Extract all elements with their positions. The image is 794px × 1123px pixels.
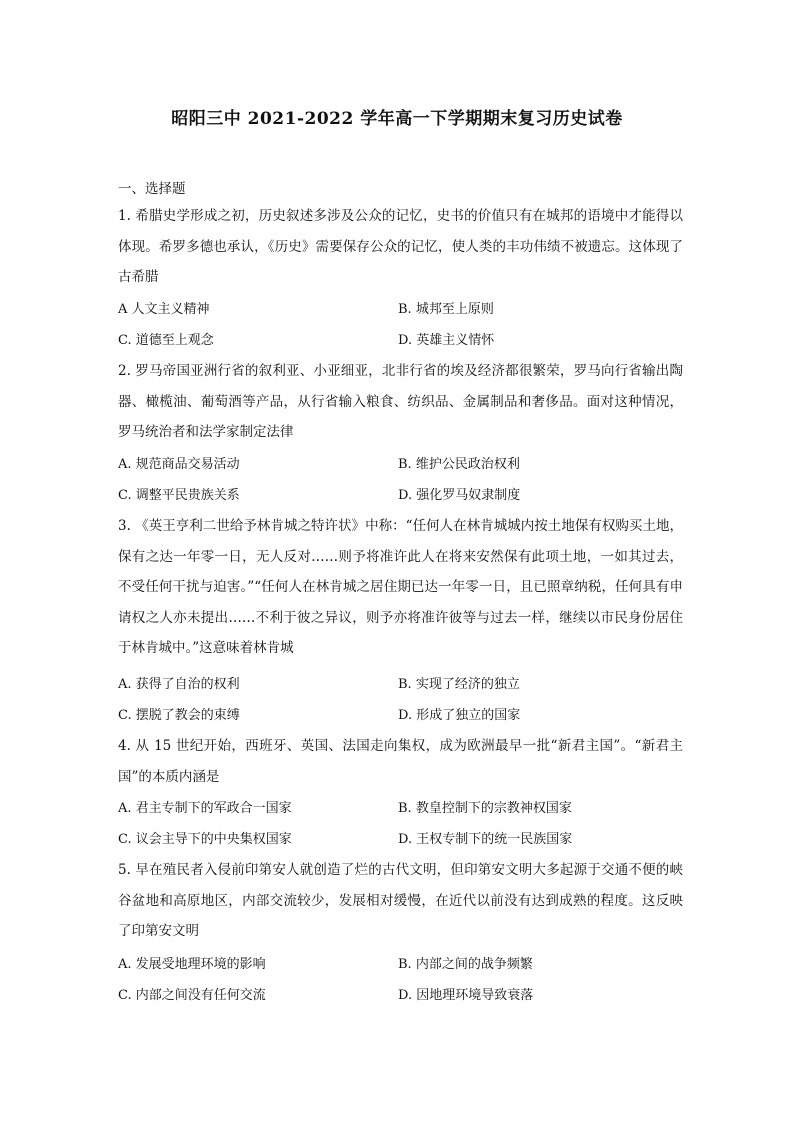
question-1-stem: 1. 希腊史学形成之初，历史叙述多涉及公众的记忆，史书的价值只有在城邦的语境中才能得以体现。希罗多德也承认，《历史》需要保存公众的记忆，使人类的丰功伟绩不被遗忘。这体现了古希腊: [118, 208, 683, 285]
question-4-option-d: D. 王权专制下的统一民族国家: [398, 832, 573, 847]
question-2-option-c: C. 调整平民贵族关系: [118, 488, 240, 503]
question-1-option-d: D. 英雄主义情怀: [398, 333, 495, 348]
question-4-option-c: C. 议会主导下的中央集权国家: [118, 832, 292, 847]
question-5-option-d: D. 因地理环境导致衰落: [398, 988, 534, 1003]
question-2-option-d: D. 强化罗马奴隶制度: [398, 488, 521, 503]
question-3-option-b: B. 实现了经济的独立: [398, 677, 520, 692]
question-1-option-a: A 人文主义精神: [118, 302, 210, 317]
question-4-stem: 4. 从 15 世纪开始，西班牙、英国、法国走向集权，成为欧洲最早一批“新君主国”。“新君主国”的本质内涵是: [118, 738, 683, 785]
question-1-option-b: B. 城邦至上原则: [398, 302, 494, 317]
page-title: 昭阳三中 2021-2022 学年高一下学期期末复习历史试卷: [171, 109, 623, 129]
question-1-option-c: C. 道德至上观念: [118, 333, 214, 348]
question-3-option-c: C. 摆脱了教会的束缚: [118, 708, 240, 723]
question-5-stem: 5. 早在殖民者入侵前印第安人就创造了烂的古代文明，但印第安文明大多起源于交通不便的峡谷盆地和高原地区，内部交流较少，发展相对缓慢，在近代以前没有达到成熟的程度。这反映了印第安文明: [118, 862, 683, 939]
question-2-stem: 2. 罗马帝国亚洲行省的叙利亚、小亚细亚，北非行省的埃及经济都很繁荣，罗马向行省输出陶器、橄榄油、葡萄酒等产品，从行省输入粮食、纺织品、金属制品和奢侈品。面对这种情况，罗马统治者和法学家制定法律: [118, 363, 683, 440]
question-5-option-c: C. 内部之间没有任何交流: [118, 988, 266, 1003]
question-2-option-a: A. 规范商品交易活动: [118, 457, 240, 472]
question-4-option-b: B. 教皇控制下的宗教神权国家: [398, 801, 572, 816]
section-heading: 一、选择题: [118, 181, 186, 197]
question-5-option-a: A. 发展受地理环境的影响: [118, 957, 266, 972]
question-3-option-d: D. 形成了独立的国家: [398, 708, 521, 723]
question-4-option-a: A. 君主专制下的军政合一国家: [118, 801, 292, 816]
question-5-option-b: B. 内部之间的战争频繁: [398, 957, 533, 972]
question-3-stem: 3. 《英王亨利二世给予林肯城之特许状》中称：“任何人在林肯城城内按土地保有权购买土地，保有之达一年零一日，无人反对……则予将准许此人在将来安然保有此项土地，一如其过去，不受任何干扰与迫害。”“任何人在林肯城之居住期已达一年零一日，且已照章纳税，任何具有申请权之人亦未提出……不利于彼之异议，则予亦将准许彼等与过去一样，继续以市民身份居住于林肯城中。”这意味着林肯城: [118, 518, 683, 656]
question-2-option-b: B. 维护公民政治权利: [398, 457, 520, 472]
question-3-option-a: A. 获得了自治的权利: [118, 677, 240, 692]
